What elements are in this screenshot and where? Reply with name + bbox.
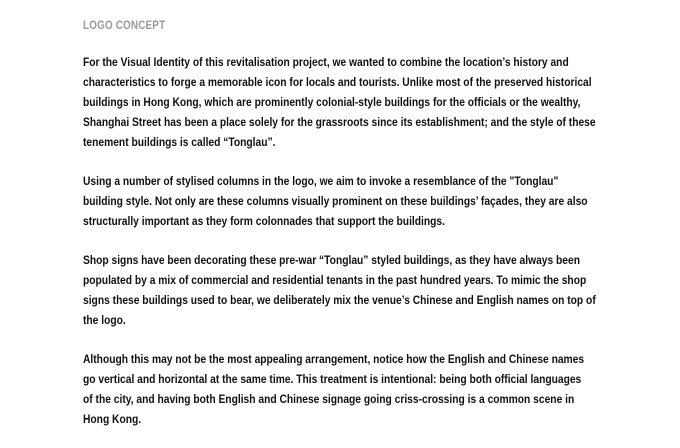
text-line: characteristics to forge a memorable icon for locals and tourists. Unlike most of the preserved historical xyxy=(83,75,592,89)
text-line: tenement buildings is called “Tonglau”. xyxy=(83,135,276,149)
text-line: Although this may not be the most appealing arrangement, notice how the English and Chinese names xyxy=(83,352,585,366)
text-line: populated by a mix of commercial and residential tenants in the past hundred years. To mimic the shop xyxy=(83,273,587,287)
paragraph-4 xyxy=(83,349,643,429)
text-line: structurally important as they form colonnades that support the buildings. xyxy=(83,214,445,228)
paragraph-3 xyxy=(83,250,643,330)
text-line: signs these buildings used to bear, we deliberately mix the venue’s Chinese and English names on top of xyxy=(83,293,596,307)
text-line: the logo. xyxy=(83,313,126,327)
text-line: of the city, and having both English and Chinese signage going criss-crossing is a common scene in xyxy=(83,392,575,406)
section-heading: LOGO CONCEPT xyxy=(83,20,166,32)
text-line: Shop signs have been decorating these pre-war “Tonglau” styled buildings, as they have always been xyxy=(83,253,580,267)
text-line: Shanghai Street has been a place solely for the grassroots since its establishment; and the style of these xyxy=(83,115,596,129)
text-line: buildings in Hong Kong, which are prominently colonial-style buildings for the officials or the wealthy, xyxy=(83,95,581,109)
paragraph-2 xyxy=(83,171,643,231)
text-line: For the Visual Identity of this revitalisation project, we wanted to combine the location’s history and xyxy=(83,55,569,69)
paragraph-1 xyxy=(83,52,643,152)
text-line: Hong Kong. xyxy=(83,412,142,426)
text-line: building style. Not only are these columns visually prominent on these buildings’ façades, they are also xyxy=(83,194,588,208)
text-line: go vertical and horizontal at the same time. This treatment is intentional: being both official languages xyxy=(83,372,582,386)
logo-concept-section xyxy=(83,18,643,448)
text-line: Using a number of stylised columns in the logo, we aim to invoke a resemblance of the "Tonglau" xyxy=(83,174,559,188)
